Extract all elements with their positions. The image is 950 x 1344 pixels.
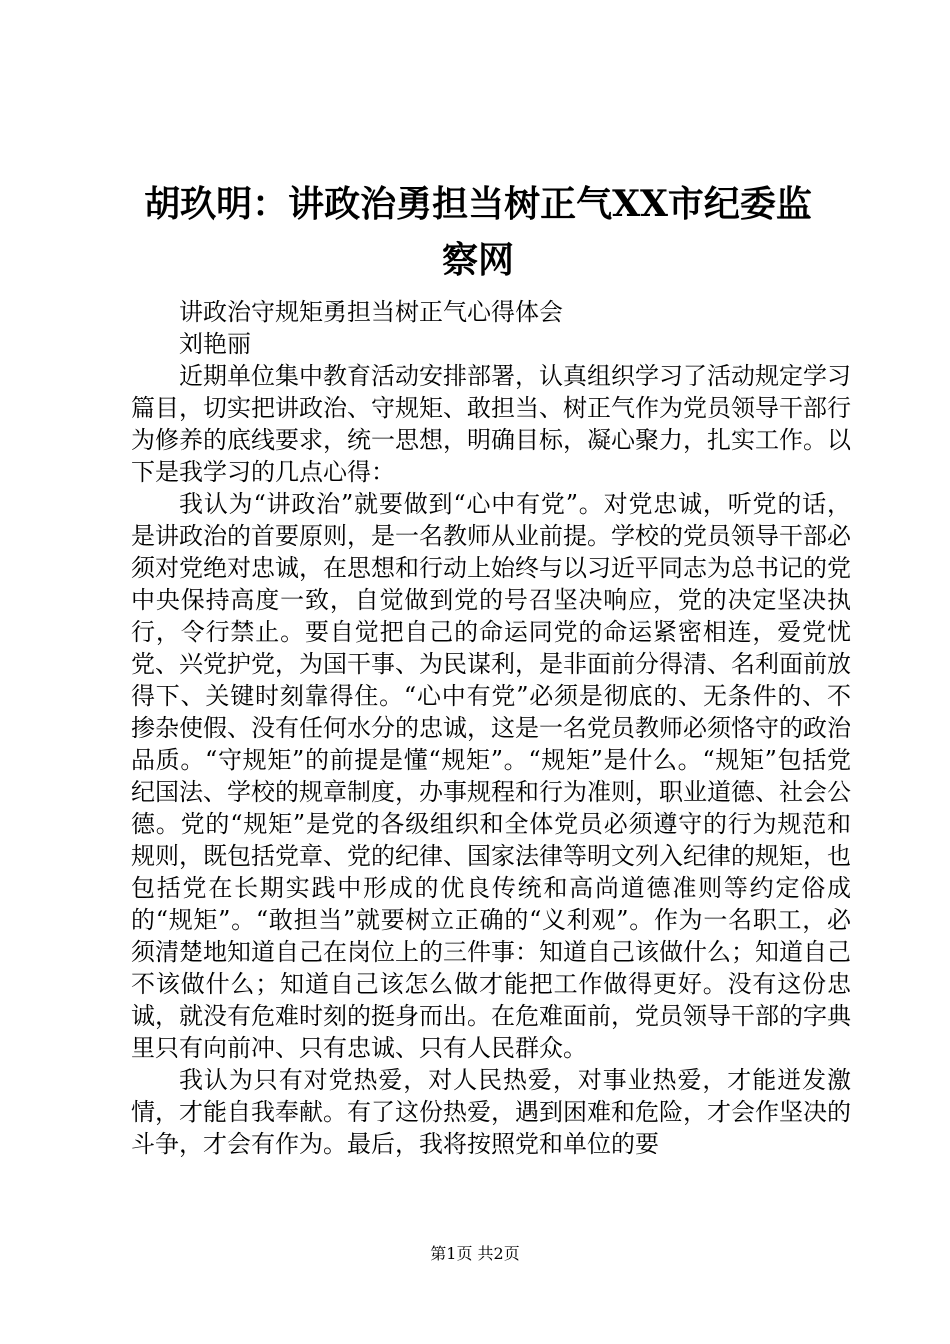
paragraph-1: 近期单位集中教育活动安排部署，认真组织学习了活动规定学习篇目，切实把讲政治、守规矩、敢担当、树正气作为党员领导干部行为修养的底线要求，统一思想，明确目标，凝心聚力，扎实工作。以下是我学习的几点心得：: [131, 362, 851, 486]
author-line: 刘艳丽: [179, 330, 251, 358]
subtitle-line: 讲政治守规矩勇担当树正气心得体会: [179, 298, 563, 326]
paragraph-2: 我认为“讲政治”就要做到“心中有党”。对党忠诚，听党的话，是讲政治的首要原则，是一名教师从业前提。学校的党员领导干部必须对党绝对忠诚，在思想和行动上始终与以习近平同志为总书记的党中央保持高度一致，自觉做到党的号召坚决响应，党的决定坚决执行，令行禁止。要自觉把自己的命运同党的命运紧密相连，爱党忧党、兴党护党，为国干事、为民谋利，是非面前分得清、名利面前放得下、关键时刻靠得住。“心中有党”必须是彻底的、无条件的、不掺杂使假、没有任何水分的忠诚，这是一名党员教师必须恪守的政治品质。“守规矩”的前提是懂“规矩”。“规矩”是什么。“规矩”包括党纪国法、学校的规章制度，办事规程和行为准则，职业道德、社会公德。党的“规矩”是党的各级组织和全体党员必须遵守的行为规范和规则，既包括党章、党的纪律、国家法律等明文列入纪律的规矩，也包括党在长期实践中形成的优良传统和高尚道德准则等约定俗成的“规矩”。“敢担当”就要树立正确的“义利观”。作为一名职工，必须清楚地知道自己在岗位上的三件事：知道自己该做什么；知道自己不该做什么；知道自己该怎么做才能把工作做得更好。没有这份忠诚，就没有危难时刻的挺身而出。在危难面前，党员领导干部的字典里只有向前冲、只有忠诚、只有人民群众。: [131, 490, 851, 1062]
page-title: 胡玖明：讲政治勇担当树正气XX市纪委监察网: [144, 183, 812, 281]
document-body: [131, 296, 851, 1160]
paragraph-3: 我认为只有对党热爱，对人民热爱，对事业热爱，才能迸发激情，才能自我奉献。有了这份热爱，遇到困难和危险，才会作坚决的斗争，才会有作为。最后，我将按照党和单位的要: [131, 1066, 851, 1158]
page-footer: 第1页 共2页: [430, 1244, 520, 1263]
